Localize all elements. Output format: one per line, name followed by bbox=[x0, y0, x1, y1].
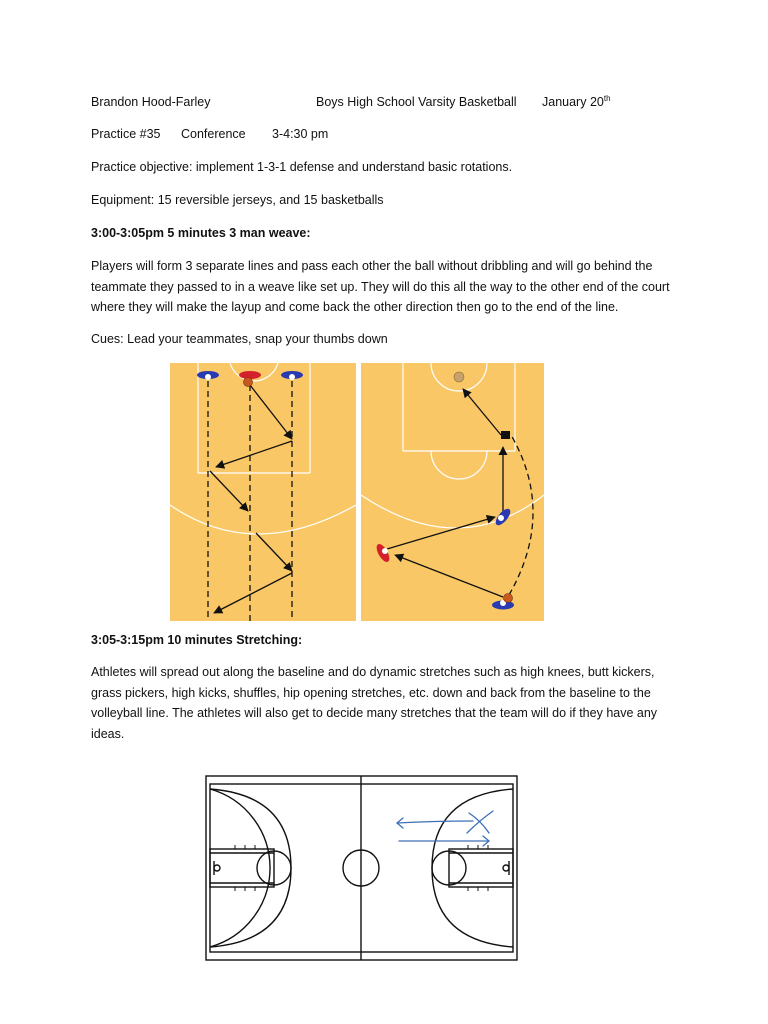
drill1-description: Players will form 3 separate lines and pass each other the ball without dribbling and will go behind the teammate they passed to in a weave like set up. They will do this all the way to the other end of the court where they will make the layup and come back the other direction then go to the end of the line. bbox=[91, 259, 670, 314]
practice-time: 3-4:30 pm bbox=[272, 127, 329, 141]
drill1-cues: Cues: Lead your teammates, snap your thumbs down bbox=[91, 332, 388, 346]
full-court-diagram bbox=[205, 775, 518, 961]
practice-date bbox=[542, 92, 611, 112]
drill2-description: Athletes will spread out along the baseline and do dynamic stretches such as high knees, butt kickers, grass pickers, high kicks, shuffles, hip opening stretches, etc. down and back from the baseline to the volleyball line. The athletes will also get to decide many stretches that the team will do if they have any ideas. bbox=[91, 665, 658, 741]
court-outline bbox=[206, 776, 517, 960]
team-name: Boys High School Varsity Basketball bbox=[316, 95, 517, 109]
weave-diagram-right bbox=[361, 363, 544, 621]
court-surface bbox=[361, 363, 544, 621]
practice-type: Conference bbox=[181, 127, 246, 141]
date-text: January 20 bbox=[542, 95, 604, 109]
weave-diagram-left bbox=[170, 363, 356, 621]
drill1-heading: 3:00-3:05pm 5 minutes 3 man weave: bbox=[91, 226, 311, 240]
practice-objective: Practice objective: implement 1-3-1 defense and understand basic rotations. bbox=[91, 160, 513, 174]
ball-at-rim bbox=[454, 372, 464, 382]
date-suffix: th bbox=[603, 93, 611, 103]
author-name: Brandon Hood-Farley bbox=[91, 95, 211, 109]
drill2-heading: 3:05-3:15pm 10 minutes Stretching: bbox=[91, 633, 303, 647]
practice-number: Practice #35 bbox=[91, 127, 161, 141]
sketch-arrows bbox=[397, 811, 493, 846]
player-marker-elbow bbox=[501, 431, 510, 439]
equipment: Equipment: 15 reversible jerseys, and 15 basketballs bbox=[91, 193, 384, 207]
